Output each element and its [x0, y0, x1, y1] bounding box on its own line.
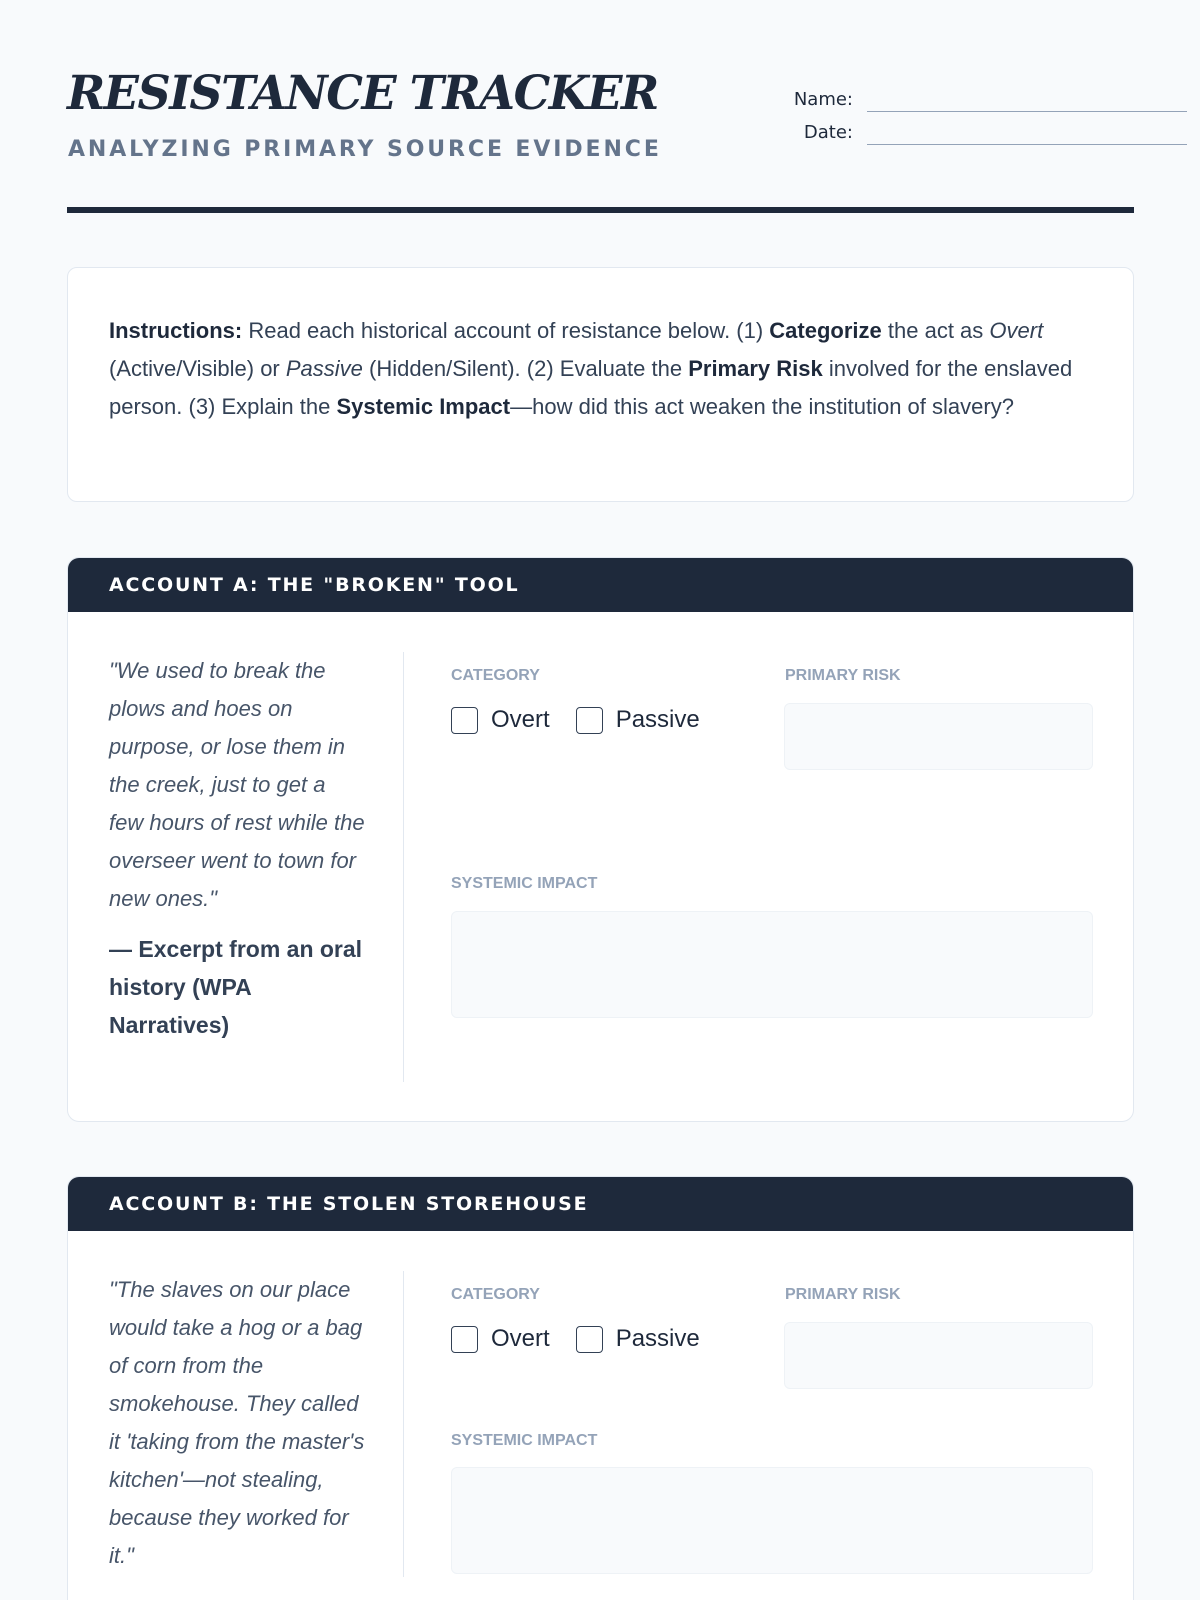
account-a-overt-option[interactable] [451, 706, 550, 734]
account-b-impact-label: SYSTEMIC IMPACT [451, 1432, 598, 1449]
date-label: Date: [803, 122, 853, 143]
account-card-a [67, 557, 1134, 1122]
account-a-category-options [451, 706, 726, 734]
name-field[interactable] [867, 86, 1187, 112]
instructions-text-2: the act as [881, 318, 990, 343]
account-a-impact-input[interactable] [451, 911, 1093, 1018]
account-a-source: — Excerpt from an oral history (WPA Narratives) [109, 936, 363, 1038]
instructions-primary-risk: Primary Risk [688, 356, 823, 381]
account-b-risk-input[interactable] [784, 1322, 1093, 1389]
account-a-passive-option[interactable] [576, 706, 700, 734]
instructions-text-6: —how did this act weaken the institution of slavery? [510, 394, 1014, 419]
account-card-b [67, 1176, 1134, 1600]
account-b-category-options [451, 1325, 726, 1353]
page-subtitle: ANALYZING PRIMARY SOURCE EVIDENCE [68, 137, 662, 162]
account-a-quote-column [109, 652, 404, 1082]
page-title: RESISTANCE TRACKER [67, 66, 658, 121]
instructions-categorize: Categorize [769, 318, 882, 343]
account-b-quote: "The slaves on our place would take a hog or a bag of corn from the smokehouse. They called it 'taking from the master's kitchen'—not stealing, because they worked for it." [109, 1277, 365, 1568]
name-label: Name: [793, 89, 853, 110]
worksheet-page [67, 0, 1134, 1568]
account-b-impact-input[interactable] [451, 1467, 1093, 1574]
instructions-lead: Instructions: [109, 318, 243, 343]
name-row [697, 86, 1187, 112]
instructions-text-4: (Hidden/Silent). (2) Evaluate the [362, 356, 689, 381]
instructions-passive: Passive [285, 356, 363, 381]
account-a-impact-label: SYSTEMIC IMPACT [451, 875, 598, 892]
account-b-category-label: CATEGORY [451, 1286, 540, 1303]
account-a-risk-input[interactable] [784, 703, 1093, 770]
date-field[interactable] [867, 119, 1187, 145]
account-b-passive-checkbox[interactable] [576, 1326, 603, 1353]
account-b-passive-label: Passive [615, 1325, 700, 1352]
instructions-text-3: (Active/Visible) or [109, 356, 286, 381]
account-a-passive-label: Passive [615, 706, 700, 733]
account-a-overt-checkbox[interactable] [451, 707, 478, 734]
instructions-text-5: involved for the enslaved person. (3) Explain the [109, 356, 1073, 419]
date-row [697, 119, 1187, 145]
account-b-overt-option[interactable] [451, 1325, 550, 1353]
account-a-quote: "We used to break the plows and hoes on purpose, or lose them in the creek, just to get a few hours of rest while the overseer went to town for new ones." [109, 658, 365, 911]
account-a-title: ACCOUNT A: THE "BROKEN" TOOL [68, 558, 1133, 612]
account-a-risk-label: PRIMARY RISK [785, 667, 901, 684]
instructions-text-1: Read each historical account of resistance below. (1) [242, 318, 770, 343]
account-a-category-label: CATEGORY [451, 667, 540, 684]
account-b-overt-checkbox[interactable] [451, 1326, 478, 1353]
account-a-passive-checkbox[interactable] [576, 707, 603, 734]
worksheet-header [67, 0, 1134, 214]
account-b-risk-label: PRIMARY RISK [785, 1286, 901, 1303]
account-b-overt-label: Overt [491, 1325, 550, 1352]
account-b-title: ACCOUNT B: THE STOLEN STOREHOUSE [68, 1177, 1133, 1231]
instructions-systemic-impact: Systemic Impact [336, 394, 511, 419]
header-divider [67, 207, 1134, 213]
account-b-passive-option[interactable] [576, 1325, 700, 1353]
instructions-overt: Overt [989, 318, 1044, 343]
instructions-box [67, 267, 1134, 502]
account-b-quote-column [109, 1271, 404, 1577]
account-a-overt-label: Overt [491, 706, 550, 733]
